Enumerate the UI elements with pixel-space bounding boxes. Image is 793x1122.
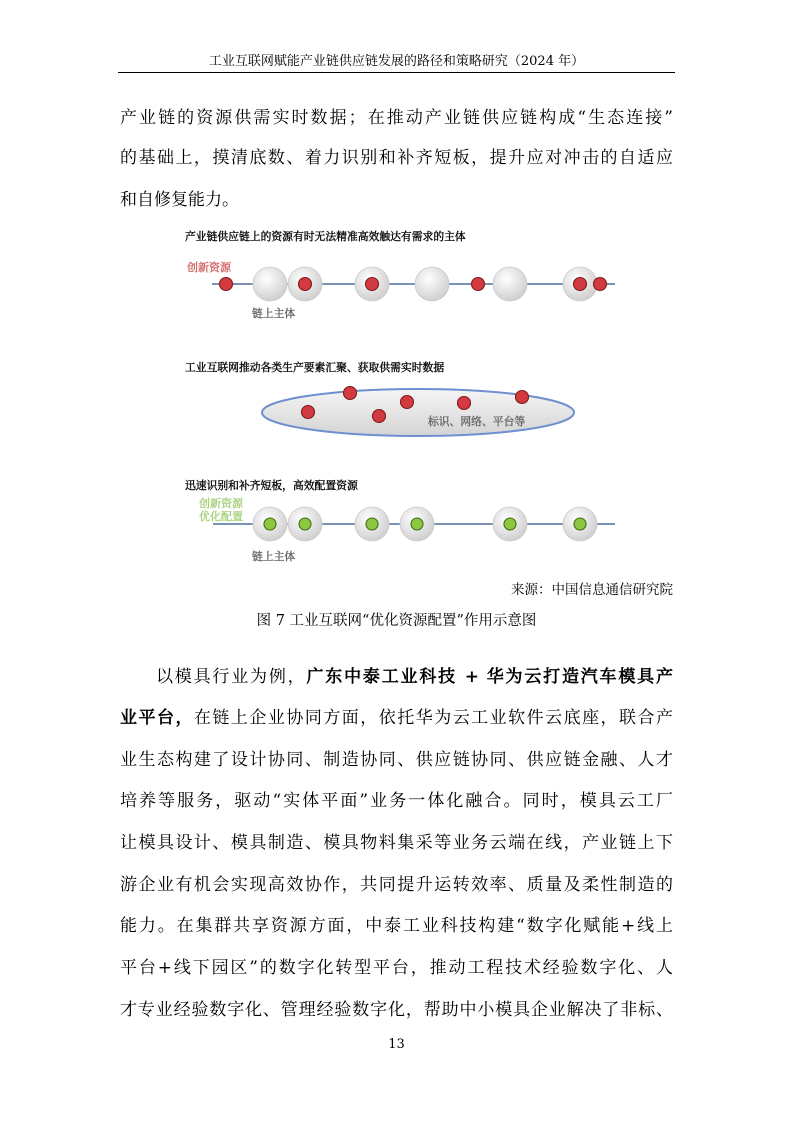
paragraph2-line-9: 才专业经验数字化、管理经验数字化，帮助中小模具企业解决了非标、 (120, 1000, 673, 1020)
row3-entity-label: 链上主体 (252, 550, 296, 563)
paragraph2-line-1-text: 以模具行业为例， (156, 667, 307, 687)
row1-resource-dot (574, 278, 587, 291)
paragraph2-line-2 (120, 706, 673, 730)
row1-entity-node (415, 267, 449, 301)
paragraph1-line-3: 和自修复能力。 (120, 190, 239, 210)
pooled-resource-dot (302, 406, 315, 419)
platform-label: 标识、网络、平台等 (428, 415, 526, 428)
row1-resource-dot (299, 278, 312, 291)
figure-title-3: 迅速识别和补齐短板，高效配置资源 (185, 479, 358, 492)
row1-entity-node (253, 267, 287, 301)
row1-entity-label: 链上主体 (252, 307, 296, 320)
row3-allocated-dot (299, 518, 311, 530)
row3-allocated-dot (264, 518, 276, 530)
row1-resource-dot (220, 278, 233, 291)
row3-resource-label: 创新资源 (199, 497, 243, 510)
row3-allocated-dot (411, 518, 423, 530)
row3-allocated-dot (574, 518, 586, 530)
paragraph2-line-2-bold: 业平台， (120, 708, 194, 728)
row3-allocated-dot (504, 518, 516, 530)
row1-resource-dot (472, 278, 485, 291)
page-number: 13 (388, 1037, 405, 1052)
row3-optimized-label: 优化配置 (199, 510, 243, 523)
paragraph2-line-7: 能力。在集群共享资源方面，中泰工业科技构建“数字化赋能+线上 (120, 916, 673, 936)
paragraph2-line-2-text: 在链上企业协同方面，依托华为云工业软件云底座，联合产 (193, 708, 673, 728)
paragraph2-line-5: 让模具设计、模具制造、模具物料集采等业务云端在线，产业链上下 (120, 833, 673, 853)
paragraph2-line-1 (156, 665, 673, 689)
resource-allocation-diagram (0, 220, 793, 570)
pooled-resource-dot (344, 387, 357, 400)
figure-caption: 图 7 工业互联网“优化资源配置”作用示意图 (256, 613, 537, 629)
figure-title-1: 产业链供应链上的资源有时无法精准高效触达有需求的主体 (185, 230, 466, 243)
row1-entity-node (493, 267, 527, 301)
row1-resource-dot (366, 278, 379, 291)
pooled-resource-dot (401, 396, 414, 409)
row3-allocated-dot (366, 518, 378, 530)
paragraph1-line-1: 产业链的资源供需实时数据；在推动产业链供应链构成“生态连接” (120, 108, 673, 128)
paragraph2-line-3: 业生态构建了设计协同、制造协同、供应链协同、供应链金融、人才 (120, 750, 673, 770)
pooled-resource-dot (458, 397, 471, 410)
row1-resource-label: 创新资源 (187, 261, 231, 274)
header-rule (118, 72, 675, 73)
paragraph2-line-8: 平台+线下园区”的数字化转型平台，推动工程技术经验数字化、人 (120, 958, 673, 978)
paragraph1-line-2: 的基础上，摸清底数、着力识别和补齐短板，提升应对冲击的自适应 (120, 148, 673, 168)
row1-resource-dot (594, 278, 607, 291)
figure-title-2: 工业互联网推动各类生产要素汇聚、获取供需实时数据 (185, 361, 445, 374)
running-header: 工业互联网赋能产业链供应链发展的路径和策略研究（2024 年） (208, 54, 585, 69)
paragraph2-line-6: 游企业有机会实现高效协作，共同提升运转效率、质量及柔性制造的 (120, 875, 673, 895)
paragraph2-line-4: 培养等服务，驱动“实体平面”业务一体化融合。同时，模具云工厂 (120, 791, 673, 811)
pooled-resource-dot (516, 391, 529, 404)
paragraph2-line-1-bold: 广东中泰工业科技 + 华为云打造汽车模具产 (306, 667, 673, 687)
figure-source: 来源：中国信息通信研究院 (511, 582, 673, 598)
pooled-resource-dot (373, 410, 386, 423)
